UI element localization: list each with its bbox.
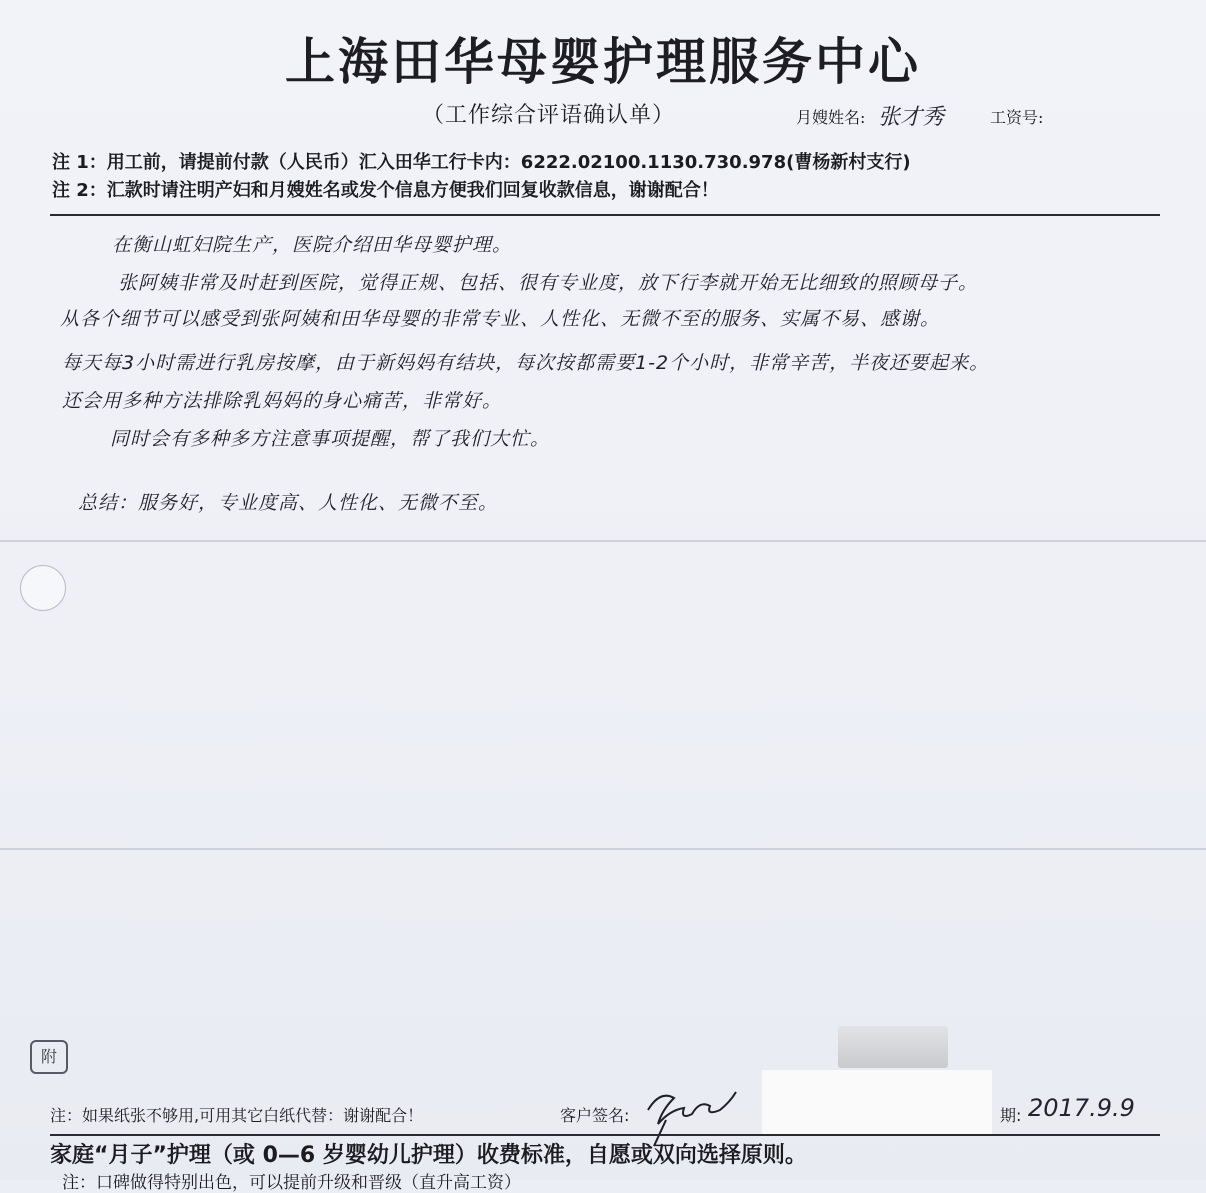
- customer-signature-label: 客户签名:: [560, 1106, 630, 1125]
- comment-summary: 总结：服务好，专业度高、人性化、无微不至。: [78, 492, 499, 514]
- date-label: 期:: [1000, 1106, 1022, 1125]
- document-title: 上海田华母婴护理服务中心: [285, 33, 921, 91]
- comment-line: 同时会有多种多方注意事项提醒，帮了我们大忙。: [110, 428, 551, 450]
- tape-strip: [838, 1026, 948, 1068]
- footer-divider: [50, 1134, 1160, 1136]
- document-subtitle: （工作综合评语确认单）: [422, 103, 676, 128]
- nanny-name-label: 月嫂姓名:: [796, 108, 866, 127]
- cut-off-note: 注：口碑做得特别出色，可以提前升级和晋级（直升高工资）: [62, 1173, 521, 1193]
- payment-note-1: 注 1：用工前，请提前付款（人民币）汇入田华工行卡内：6222.02100.1130.730.978(曹杨新村支行): [52, 152, 911, 173]
- payment-note-2: 注 2：汇款时请注明产妇和月嫂姓名或发个信息方便我们回复收款信息，谢谢配合！: [52, 180, 719, 201]
- header-divider: [50, 214, 1160, 216]
- wage-number-label: 工资号:: [990, 108, 1044, 127]
- punch-hole: [20, 565, 66, 611]
- comment-line: 张阿姨非常及时赶到医院，觉得正规、包括、很有专业度，放下行李就开始无比细致的照顾母子。: [118, 272, 979, 294]
- redacted-area: [762, 1070, 992, 1134]
- date-value: 2017.9.9: [1028, 1094, 1135, 1122]
- fee-standard-heading: 家庭“月子”护理（或 0—6 岁婴幼儿护理）收费标准，自愿或双向选择原则。: [50, 1143, 807, 1168]
- comment-line: 每天每3小时需进行乳房按摩，由于新妈妈有结块，每次按都需要1-2个小时，非常辛苦，半夜还要起来。: [62, 352, 990, 374]
- comment-line: 从各个细节可以感受到张阿姨和田华母婴的非常专业、人性化、无微不至的服务、实属不易、感谢。: [60, 308, 941, 330]
- paper-fold: [0, 540, 1206, 542]
- comment-line: 在衡山虹妇院生产，医院介绍田华母婴护理。: [112, 234, 513, 256]
- attachment-seal: 附: [30, 1040, 68, 1074]
- comment-line: 还会用多种方法排除乳妈妈的身心痛苦，非常好。: [62, 390, 503, 412]
- nanny-name-value: 张才秀: [878, 105, 945, 130]
- paper-fold: [0, 848, 1206, 850]
- paper-note: 注：如果纸张不够用,可用其它白纸代替：谢谢配合！: [50, 1106, 424, 1125]
